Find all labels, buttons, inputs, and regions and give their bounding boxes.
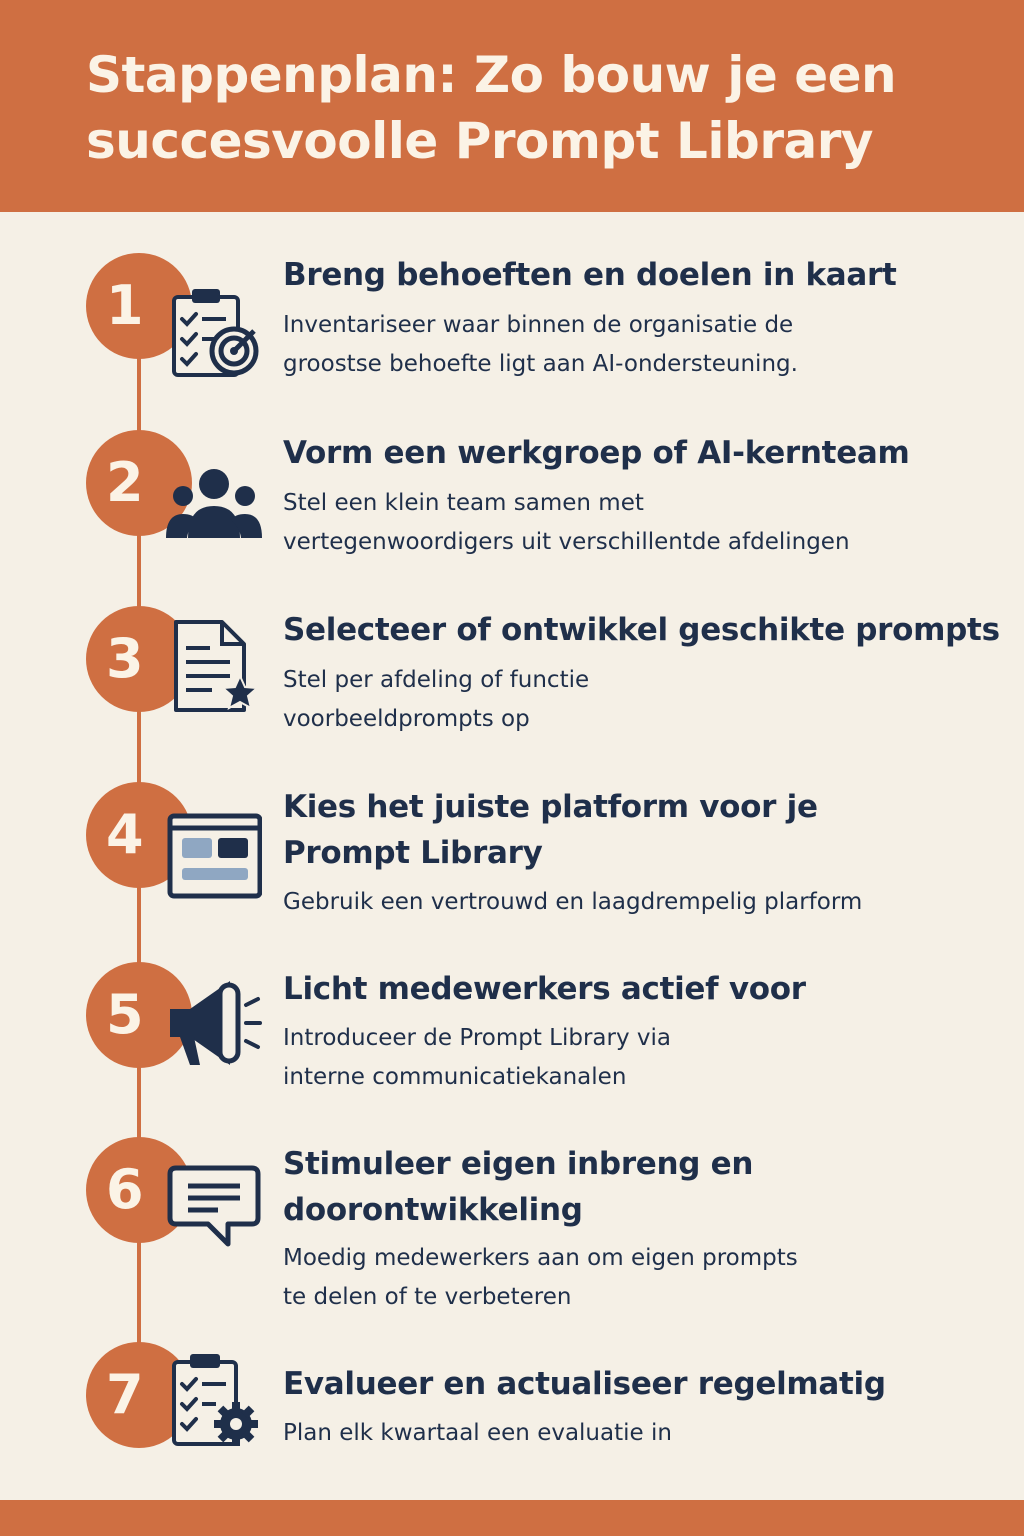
step-title bbox=[283, 784, 1003, 876]
step-number-badge: 6 bbox=[86, 1137, 192, 1243]
step-title bbox=[283, 607, 1003, 653]
step-title-line: Kies het juiste platform voor je bbox=[283, 789, 818, 825]
footer-bar bbox=[0, 1500, 1024, 1536]
step-desc-line: Gebruik een vertrouwd en laagdrempelig plarform bbox=[283, 889, 863, 915]
step-description bbox=[283, 306, 983, 384]
step-desc-line: Introduceer de Prompt Library via bbox=[283, 1025, 672, 1051]
step-desc-line: Inventariseer waar binnen de organisatie de bbox=[283, 312, 794, 338]
step-desc-line: Stel een klein team samen met bbox=[283, 490, 644, 516]
step-title-line: Prompt Library bbox=[283, 835, 543, 871]
step-number-badge: 1 bbox=[86, 253, 192, 359]
step-number-badge: 7 bbox=[86, 1342, 192, 1448]
step-desc-line: vertegenwoordigers uit verschillentde afdelingen bbox=[283, 529, 850, 555]
step-number-badge: 5 bbox=[86, 962, 192, 1068]
step-desc-line: Stel per afdeling of functie bbox=[283, 667, 590, 693]
step-description bbox=[283, 1239, 983, 1317]
step-title-line: Stimuleer eigen inbreng en bbox=[283, 1146, 754, 1182]
step-title-line: Evalueer en actualiseer regelmatig bbox=[283, 1366, 886, 1402]
step-description bbox=[283, 484, 983, 562]
chat-bubble-icon bbox=[166, 1158, 262, 1254]
browser-window-icon bbox=[166, 806, 262, 902]
step-description bbox=[283, 1019, 983, 1097]
megaphone-icon bbox=[166, 975, 262, 1071]
step-number-badge: 3 bbox=[86, 606, 192, 712]
step-desc-line: Moedig medewerkers aan om eigen prompts bbox=[283, 1245, 798, 1271]
step-desc-line: voorbeeldprompts op bbox=[283, 706, 530, 732]
step-desc-line: Plan elk kwartaal een evaluatie in bbox=[283, 1420, 672, 1446]
step-desc-line: te delen of te verbeteren bbox=[283, 1284, 572, 1310]
clipboard-gear-icon bbox=[166, 1352, 262, 1448]
step-desc-line: interne communicatiekanalen bbox=[283, 1064, 627, 1090]
step-title-line: doorontwikkeling bbox=[283, 1192, 583, 1228]
team-icon bbox=[166, 458, 262, 554]
page-title bbox=[86, 42, 986, 174]
step-title-line: Vorm een werkgroep of AI-kernteam bbox=[283, 435, 910, 471]
step-title bbox=[283, 966, 1003, 1012]
title-line-2: succesvoolle Prompt Library bbox=[86, 112, 873, 170]
step-desc-line: groostse behoefte ligt aan AI-ondersteuning. bbox=[283, 351, 798, 377]
step-description bbox=[283, 1414, 983, 1453]
step-number-badge: 2 bbox=[86, 430, 192, 536]
title-line-1: Stappenplan: Zo bouw je een bbox=[86, 46, 897, 104]
step-description bbox=[283, 661, 983, 739]
step-description bbox=[283, 883, 983, 922]
step-title bbox=[283, 1361, 1003, 1407]
step-title-line: Breng behoeften en doelen in kaart bbox=[283, 257, 897, 293]
clipboard-target-icon bbox=[166, 285, 262, 381]
header-banner bbox=[0, 0, 1024, 212]
step-number-badge: 4 bbox=[86, 782, 192, 888]
step-title bbox=[283, 1141, 1003, 1233]
step-title bbox=[283, 252, 1003, 298]
document-star-icon bbox=[166, 618, 262, 714]
step-title-line: Licht medewerkers actief voor bbox=[283, 971, 806, 1007]
step-title bbox=[283, 430, 1003, 476]
step-title-line: Selecteer of ontwikkel geschikte prompts bbox=[283, 612, 1000, 648]
